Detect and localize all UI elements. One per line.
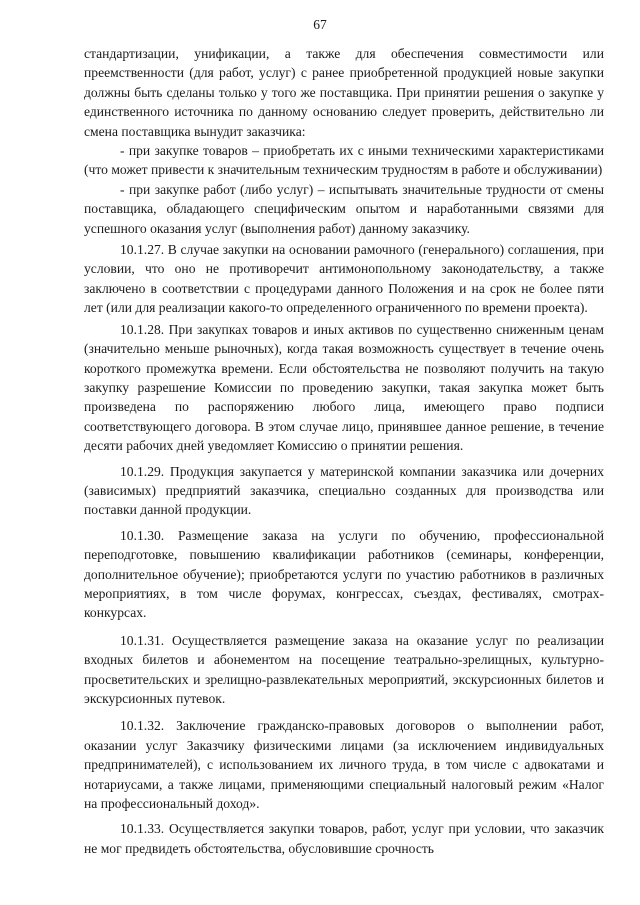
clause-10-1-29: 10.1.29. Продукция закупается у материнской компании заказчика или дочерних (зависимых) предприятий заказчика, специально созданных для производства или поставки данной продукции. <box>84 463 604 518</box>
clause-10-1-32: 10.1.32. Заключение гражданско-правовых договоров о выполнении работ, оказании услуг Заказчику физическими лицами (за исключением индивидуальных предпринимателей), с использованием их личного труда, в том числе с адвокатами и нотариусами, а также лицами, применяющими специальный налоговый режим «Налог на профессиональный доход». <box>84 718 604 812</box>
clause-10-1-27: 10.1.27. В случае закупки на основании рамочного (генерального) соглашения, при условии, что оно не противоречит антимонопольному законодательству, а также заключено в соответствии с процедурами данного Положения и на срок не более пяти лет (или для реализации какого-то определенного ограниченного по времени проекта). <box>84 242 604 316</box>
page-number: 67 <box>313 17 327 32</box>
clause-10-1-31: 10.1.31. Осуществляется размещение заказа на оказание услуг по реализации входных билетов и абонементом на посещение театрально-зрелищных, культурно-просветительских и зрелищно-развлекательных мероприятий, экскурсионных билетов и экскурсионных путевок. <box>84 632 604 706</box>
document-body <box>84 44 604 858</box>
paragraph-continuation: стандартизации, унификации, а также для обеспечения совместимости или преемственности (для работ, услуг) с ранее приобретенной продукцией новые закупки должны быть сделаны только у того же поставщика. При принятии решения о закупке у единственного источника по данному основанию следует проверить, действительно ли смена поставщика вынудит заказчика: <box>84 46 604 139</box>
list-item-goods: - при закупке товаров – приобретать их с иными техническими характеристиками (что может привести к значительным техническим трудностям в работе и обслуживании) <box>84 143 604 178</box>
clause-10-1-28: 10.1.28. При закупках товаров и иных активов по существенно сниженным ценам (значительно меньше рыночных), когда такая возможность существует в течение очень короткого промежутка времени. Если обстоятельства не позволяют получить на такую закупку разрешение Комиссии по проведению закупки, такая закупка может быть произведена по распоряжению любого лица, имеющего право подписи соответствующего договора. В этом случае лицо, принявшее данное решение, в течение десяти рабочих дней уведомляет Комиссию о принятии решения. <box>84 321 604 454</box>
clause-10-1-33: 10.1.33. Осуществляется закупки товаров, работ, услуг при условии, что заказчик не мог предвидеть обстоятельства, обусловившие срочность <box>84 821 604 856</box>
clause-10-1-30: 10.1.30. Размещение заказа на услуги по обучению, профессиональной переподготовке, повышению квалификации работников (семинары, конференции, дополнительное обучение); приобретаются услуги по участию работников в различных мероприятиях, в том числе форумах, конгрессах, съездах, фестивалях, смотрах-конкурсах. <box>84 527 604 621</box>
list-item-works: - при закупке работ (либо услуг) – испытывать значительные трудности от смены поставщика, обладающего специфическим опытом и наработанными связями для успешного оказания услуг (выполнения работ) данному заказчику. <box>84 181 604 236</box>
